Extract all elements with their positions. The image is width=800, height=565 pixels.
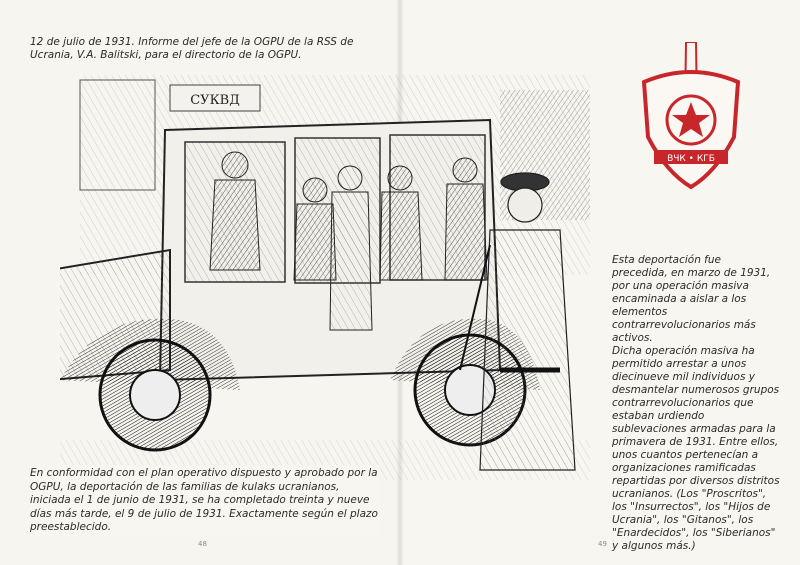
vchk-kgb-emblem: [636, 42, 746, 192]
right-page-text: [612, 254, 780, 553]
page-number-right: 49: [598, 540, 607, 548]
emblem-text: ВЧК • КГБ: [667, 154, 715, 164]
front-wheel: [100, 340, 210, 450]
caption-top: 12 de julio de 1931. Informe del jefe de la OGPU de la RSS de Ucrania, V.A. Balitski, para el directorio de la OGPU.: [30, 36, 354, 61]
building-sign-text: СУКВД: [190, 93, 240, 108]
page-number-left: 48: [198, 540, 207, 548]
paragraph-1: Esta deportación fue precedida, en marzo de 1931, por una operación masiva encaminada a aislar a los elementos contrarrevolucionarios más activos.: [612, 254, 771, 344]
caption-bottom: En conformidad con el plan operativo dispuesto y aprobado por la OGPU, la deportación de las familias de kulaks ucranianos, iniciada el 1 de junio de 1931, se ha completado treinta y nueve días más tarde, el 9 de julio de 1931. Exactamente según el plazo preestablecido.: [30, 465, 380, 537]
paragraph-2: Dicha operación masiva ha permitido arrestar a unos diecinueve mil individuos y desmantelar numerosos grupos contrarrevolucionarios que estaban urdiendo sublevaciones armadas para la primavera de 1931. Entre ellos, unos cuantos pertenecían a organizaciones ramificadas repartidas por diversos distritos ucranianos. (Los "Proscritos", los "Insurrectos", los "Hijos de Ucrania", los "Gitanos", los "Enardecidos", los "Siberianos" y algunos más.): [612, 345, 780, 552]
truck-illustration: [60, 70, 590, 500]
